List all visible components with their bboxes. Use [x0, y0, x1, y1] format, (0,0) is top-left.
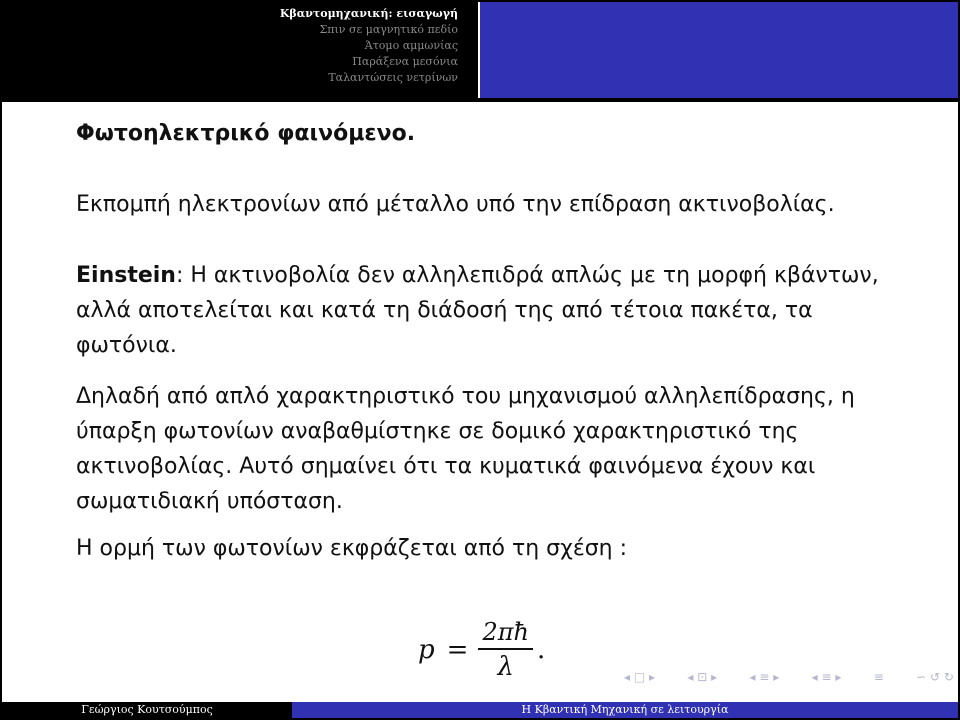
section-link-ammonia[interactable]: Άτομο αμμωνίας — [364, 39, 458, 52]
momentum-formula — [418, 616, 545, 684]
nav-document-icon[interactable]: ◂ ≡ ▸ — [811, 670, 842, 684]
section-link-spin[interactable]: Σπιν σε μαγνητικό πεδίο — [319, 23, 458, 36]
nav-frame-icon[interactable]: ◂ □ ▸ — [624, 670, 656, 684]
slide-heading: Φωτοηλεκτρικό φαινόμενο. — [76, 121, 416, 146]
nav-section-icon[interactable]: ◂ ≡ ▸ — [749, 670, 780, 684]
nav-align-icon[interactable]: ≡ — [873, 670, 884, 684]
paragraph-momentum-intro: Η ορμή των φωτονίων εκφράζεται από τη σχέση : — [76, 536, 628, 561]
beamer-header — [2, 2, 958, 98]
nav-search-back-forward-icon[interactable]: ∽ ↺ ↻ — [916, 670, 954, 684]
einstein-label: Einstein — [76, 263, 176, 288]
formula-period: . — [536, 635, 546, 665]
nav-subsection-icon[interactable]: ◂ ⊡ ▸ — [687, 670, 718, 684]
section-link-mesons[interactable]: Παράξενα μεσόνια — [352, 55, 458, 68]
paragraph-interpretation: Δηλαδή από απλό χαρακτηριστικό του μηχανισμού αλληλεπίδρασης, η ύπαρξη φωτονίων αναβαθμίστηκε σε δομικό χαρακτηριστικό της ακτινοβολίας. Αυτό σημαίνει ότι τα κυματικά φαινόμενα έχουν και σωματιδιακή υπόσταση. — [76, 384, 855, 514]
formula-equals: = — [446, 635, 469, 665]
paragraph-einstein — [76, 258, 896, 363]
slide-content — [76, 112, 896, 566]
footer-talk-title: Η Κβαντική Μηχανική σε λειτουργία — [292, 702, 958, 718]
formula-lhs: p — [418, 635, 435, 665]
section-link-neutrinos[interactable]: Ταλαντώσεις νετρίνων — [328, 71, 458, 84]
header-accent-panel — [480, 2, 958, 98]
formula-numerator: 2πħ — [478, 616, 533, 650]
paragraph-definition: Εκπομπή ηλεκτρονίων από μέταλλο υπό την επίδραση ακτινοβολίας. — [76, 192, 835, 217]
footer-author: Γεώργιος Κουτσούμπος — [2, 702, 292, 718]
section-navigation — [2, 2, 478, 98]
section-link-intro[interactable]: Κβαντομηχανική: εισαγωγή — [279, 7, 458, 20]
einstein-text: : Η ακτινοβολία δεν αλληλεπιδρά απλώς με τη μορφή κβάντων, αλλά αποτελείται και κατά τη διάδοσή της από τέτοια πακέτα, τα φωτόνια. — [76, 263, 879, 358]
header-divider — [2, 98, 958, 102]
beamer-navigation-symbols — [624, 668, 954, 686]
formula-fraction — [478, 616, 533, 684]
formula-denominator: λ — [497, 652, 514, 682]
